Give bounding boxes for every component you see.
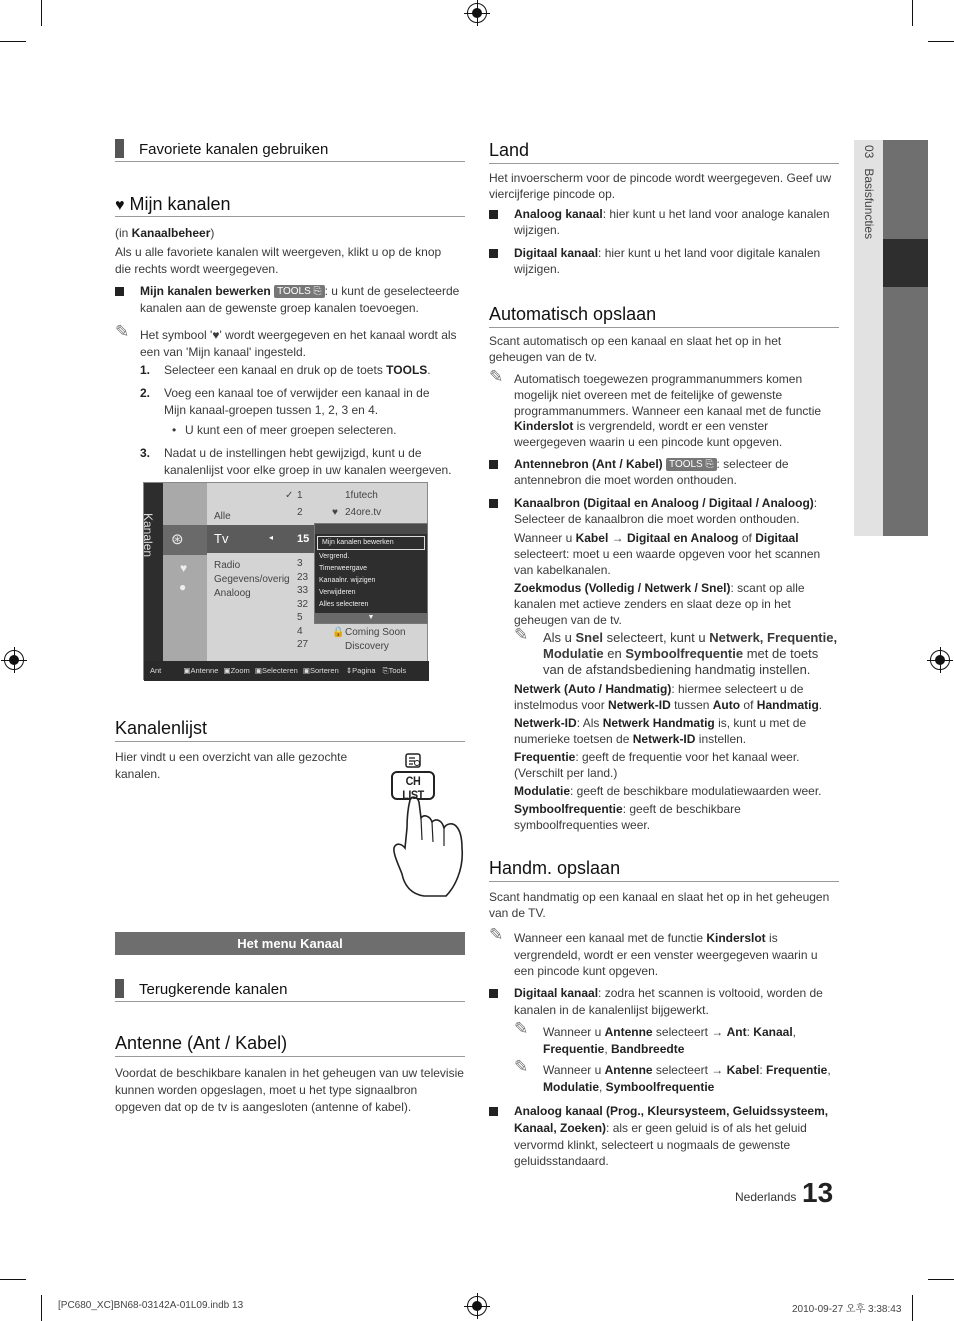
chapter-tab-active (883, 239, 928, 287)
land-title: Land (489, 139, 839, 164)
crop-mark (912, 1295, 913, 1321)
channel-name[interactable]: Discovery (345, 641, 389, 652)
step-2: Voeg een kanaal toe of verwijder een kanaal in de Mijn kanaal-groepen tussen 1, 2, 3 en 4. (164, 386, 430, 417)
step-2-sub: U kunt een of meer groepen selecteren. (185, 423, 397, 437)
screen-side-bar (141, 483, 163, 661)
section-header-favorites: Favoriete kanalen gebruiken (115, 139, 465, 162)
key-a-icon: ▣ (183, 666, 191, 675)
antenne-title: Antenne (Ant / Kabel) (115, 1032, 465, 1057)
modulatie-info: Modulatie: geeft de beschikbare modulatiewaarden weer. (514, 784, 822, 798)
arrow-left-icon: ◂ (269, 533, 274, 542)
mijn-kanalen-desc: Als u alle favoriete kanalen wilt weergeven, klikt u op de knop die rechts wordt weergegeven. (115, 245, 442, 276)
bullet (489, 1107, 498, 1116)
group-radio[interactable]: Radio (214, 560, 241, 571)
handm-antenne-note: Wanneer u Antenne selecteert → Ant: Kanaal, Frequentie, Bandbreedte (543, 1025, 796, 1056)
menu-bar-kanaal: Het menu Kanaal (115, 932, 465, 955)
crop-mark (912, 0, 913, 26)
bullet (489, 989, 498, 998)
step-number: 2. (140, 386, 151, 400)
auto-desc: Scant automatisch op een kanaal en slaat het op in het geheugen van de tv. (489, 334, 782, 364)
note-pencil-icon: ✎ (514, 1019, 529, 1038)
tools-icon: TOOLS ⎘ (274, 285, 325, 298)
bottom-select: Selecteren (261, 666, 298, 675)
heart-icon: ♥ (212, 328, 220, 342)
bullet (489, 499, 498, 508)
registration-mark (467, 1296, 487, 1316)
chapter-label: 03 Basisfuncties (862, 145, 876, 240)
crop-mark (0, 1279, 26, 1280)
channel-number: 4 (297, 625, 303, 637)
footer-file: [PC680_XC]BN68-03142A-01L09.indb 13 (58, 1300, 244, 1311)
ch-list-button[interactable]: CH LIST (402, 774, 424, 802)
symboolfrequentie-info: Symboolfrequentie: geeft de beschikbare symboolfrequenties weer. (514, 802, 741, 832)
land-digital: Digitaal kanaal: hier kunt u het land voor digitale kanalen wijzigen. (514, 246, 821, 276)
note-heart-symbol: Het symbool '♥' wordt weergegeven en het kanaal wordt als een van 'Mijn kanaal' ingesteld. (140, 328, 457, 359)
bottom-sort: Sorteren (310, 666, 339, 675)
kanalenlijst-title: Kanalenlijst (115, 717, 465, 742)
group-all[interactable]: Alle (214, 511, 231, 522)
channel-number: 2 (297, 507, 303, 518)
screen-icon-highlight (163, 525, 207, 555)
chapter-tab-bar (883, 140, 928, 536)
remote-hand-icon (388, 750, 468, 898)
crop-mark (928, 1279, 954, 1280)
heart-icon: ♥ (180, 561, 188, 575)
handm-title: Handm. opslaan (489, 857, 839, 882)
group-tv[interactable]: Tv (214, 531, 229, 546)
handm-digital: Digitaal kanaal: zodra het scannen is voltooid, worden de kanalen in de kanalenlijst bijgewerkt. (514, 986, 823, 1017)
tools-menu-item[interactable]: Timerweergave (319, 565, 367, 572)
section-header-terug: Terugkerende kanalen (115, 979, 465, 1002)
step-number: 3. (140, 446, 151, 460)
key-d-icon: ▣ (302, 666, 310, 675)
netwerk-id-info: Netwerk-ID: Als Netwerk Handmatig is, kunt u met de numerieke toetsen de Netwerk-ID instellen. (514, 716, 807, 746)
channel-number: 5 (297, 612, 303, 623)
bottom-antenne: Antenne (190, 666, 219, 675)
handm-analog: Analoog kanaal (Prog., Kleursysteem, Geluidssysteem, Kanaal, Zoeken): als er geen geluid is of als het geluid vervormd klinkt, selecteert u nogmaals de gewenste geluidsstandaard. (514, 1104, 829, 1169)
group-data[interactable]: Gegevens/overig (214, 574, 290, 585)
frequentie-info: Frequentie: geeft de frequentie voor het kanaal weer. (Verschilt per land.) (514, 750, 800, 780)
channel-number: 32 (297, 598, 309, 610)
channel-number: 27 (297, 639, 309, 650)
land-analog: Analoog kanaal: hier kunt u het land voor analoge kanalen wijzigen. (514, 207, 830, 237)
lock-icon: 🔒 (332, 627, 345, 638)
step-3: Nadat u de instellingen hebt gewijzigd, kunt u de kanalenlijst voor elke groep in uw kanalen weergeven. (164, 446, 452, 477)
screen-bottom-bar (144, 661, 429, 681)
land-desc: Het invoerscherm voor de pincode wordt weergegeven. Geef uw viercijferige pincode op. (489, 171, 832, 201)
registration-mark (4, 650, 24, 670)
kanalenlijst-desc: Hier vindt u een overzicht van alle gezochte kanalen. (115, 750, 348, 781)
bottom-ant: Ant (150, 666, 162, 675)
note-pencil-icon: ✎ (514, 1057, 529, 1076)
channel-number: 1 (297, 490, 303, 501)
bullet (115, 287, 124, 296)
bullet (489, 210, 498, 219)
channel-name[interactable]: 1futech (345, 490, 378, 501)
bullet (489, 460, 498, 469)
crop-mark (928, 41, 954, 42)
netwerk-info: Netwerk (Auto / Handmatig): hiermee selecteert u de instelmodus voor Netwerk-ID tussen Auto of Handmatig. (514, 682, 823, 712)
key-b-icon: ▣ (223, 666, 231, 675)
registration-mark (930, 650, 950, 670)
mijn-kanalen-location: (in Kanaalbeheer) (115, 226, 215, 240)
handm-note: Wanneer een kanaal met de functie Kinderslot is vergrendeld, wordt er een venster weergegeven waarin u een pincode kunt opgeven. (514, 931, 818, 978)
tools-menu-item[interactable]: Verwijderen (319, 589, 356, 596)
auto-title: Automatisch opslaan (489, 303, 839, 328)
kabel-info: Wanneer u Kabel → Digitaal en Analoog of Digitaal selecteert: moet u een waarde opgeven voor het scannen van kabelkanalen. (514, 531, 821, 577)
tools-menu-item[interactable]: Alles selecteren (319, 601, 369, 608)
updown-icon: ⇕ (345, 666, 353, 675)
heart-icon: ♥ (332, 507, 338, 518)
mijn-kanalen-title: ♥ Mijn kanalen (115, 193, 465, 217)
tools-menu-item[interactable]: Mijn kanalen bewerken (317, 536, 425, 550)
note-pencil-icon: ✎ (514, 625, 529, 644)
tools-icon: ⎘ (382, 666, 389, 675)
tools-menu-item[interactable]: Kanaalnr. wijzigen (319, 577, 376, 584)
tools-menu (314, 523, 428, 624)
tv-channel-list-screen (143, 482, 428, 680)
auto-note: Automatisch toegewezen programmanummers komen mogelijk niet overeen met de feitelijke of gewenste programmanummers. Wanneer een kanaal met de functie Kinderslot is vergrendeld, wordt er een venster weergegeven waarin u een pincode kunt opgeven. (514, 372, 822, 450)
satellite-icon: ⊛ (171, 531, 184, 548)
footer-date: 2010-09-27 오후 3:38:43 (792, 1304, 902, 1315)
footer-language: Nederlands (735, 1190, 797, 1204)
step-1: Selecteer een kanaal en druk op de toets TOOLS. (164, 363, 431, 377)
tools-menu-item[interactable]: Vergrend. (319, 553, 350, 560)
page-number: 13 (802, 1177, 834, 1208)
globe-icon: ● (179, 580, 187, 594)
antenne-desc: Voordat de beschikbare kanalen in het geheugen van uw televisie kunnen worden opgeslagen, moet u het type signaalbron opgeven dat op de tv is aangesloten (antenne of kabel). (115, 1066, 464, 1114)
crop-mark (41, 1295, 42, 1321)
sub-bullet: • (172, 423, 177, 437)
group-analog[interactable]: Analoog (214, 588, 251, 599)
bottom-page: Pagina (352, 666, 376, 675)
check-icon: ✓ (285, 490, 294, 501)
heart-icon: ♥ (115, 197, 125, 214)
tools-icon: TOOLS ⎘ (666, 458, 717, 471)
note-pencil-icon: ✎ (115, 322, 130, 341)
handm-desc: Scant handmatig op een kanaal en slaat het op in het geheugen van de TV. (489, 890, 830, 920)
note-pencil-icon: ✎ (489, 367, 504, 386)
handm-kabel-note: Wanneer u Antenne selecteert → Kabel: Frequentie, Modulatie, Symboolfrequentie (543, 1063, 831, 1094)
crop-mark (0, 41, 26, 42)
channel-name[interactable]: Coming Soon (345, 627, 406, 638)
zoekmodus-info: Zoekmodus (Volledig / Netwerk / Snel): scant op alle kanalen met actieve zenders en slaat deze op in het geheugen van de tv. (514, 581, 805, 627)
bullet-edit-channels: Mijn kanalen bewerken TOOLS ⎘ : u kunt de geselecteerde kanalen aan de gewenste groep kanalen toevoegen. (140, 284, 460, 315)
snel-note: Als u Snel selecteert, kunt u Netwerk, Frequentie, Modulatie en Symboolfrequentie met de toets van de afstandsbediening handmatig instellen. (543, 630, 838, 677)
channel-number: 33 (297, 585, 309, 596)
bottom-tools: Tools (388, 666, 407, 675)
key-c-icon: ▣ (254, 666, 262, 675)
step-number: 1. (140, 363, 151, 377)
bottom-zoom: Zoom (230, 666, 250, 675)
registration-mark (467, 3, 487, 23)
screen-side-label: Kanalen (141, 513, 155, 558)
scroll-down-icon[interactable]: ▼ (315, 613, 427, 623)
channel-name[interactable]: 24ore.tv (345, 507, 382, 518)
auto-antennebron: Antennebron (Ant / Kabel) TOOLS ⎘ : selecteer de antennebron die moet worden onthouden. (514, 457, 789, 487)
auto-kanaalbron: Kanaalbron (Digitaal en Analoog / Digitaal / Analoog): Selecteer de kanaalbron die moet worden onthouden. (514, 496, 818, 526)
bullet (489, 249, 498, 258)
channel-number: 3 (297, 558, 303, 569)
crop-mark (41, 0, 42, 26)
note-pencil-icon: ✎ (489, 925, 504, 944)
channel-number: 23 (297, 571, 309, 583)
tv-count: 15 (297, 533, 310, 545)
